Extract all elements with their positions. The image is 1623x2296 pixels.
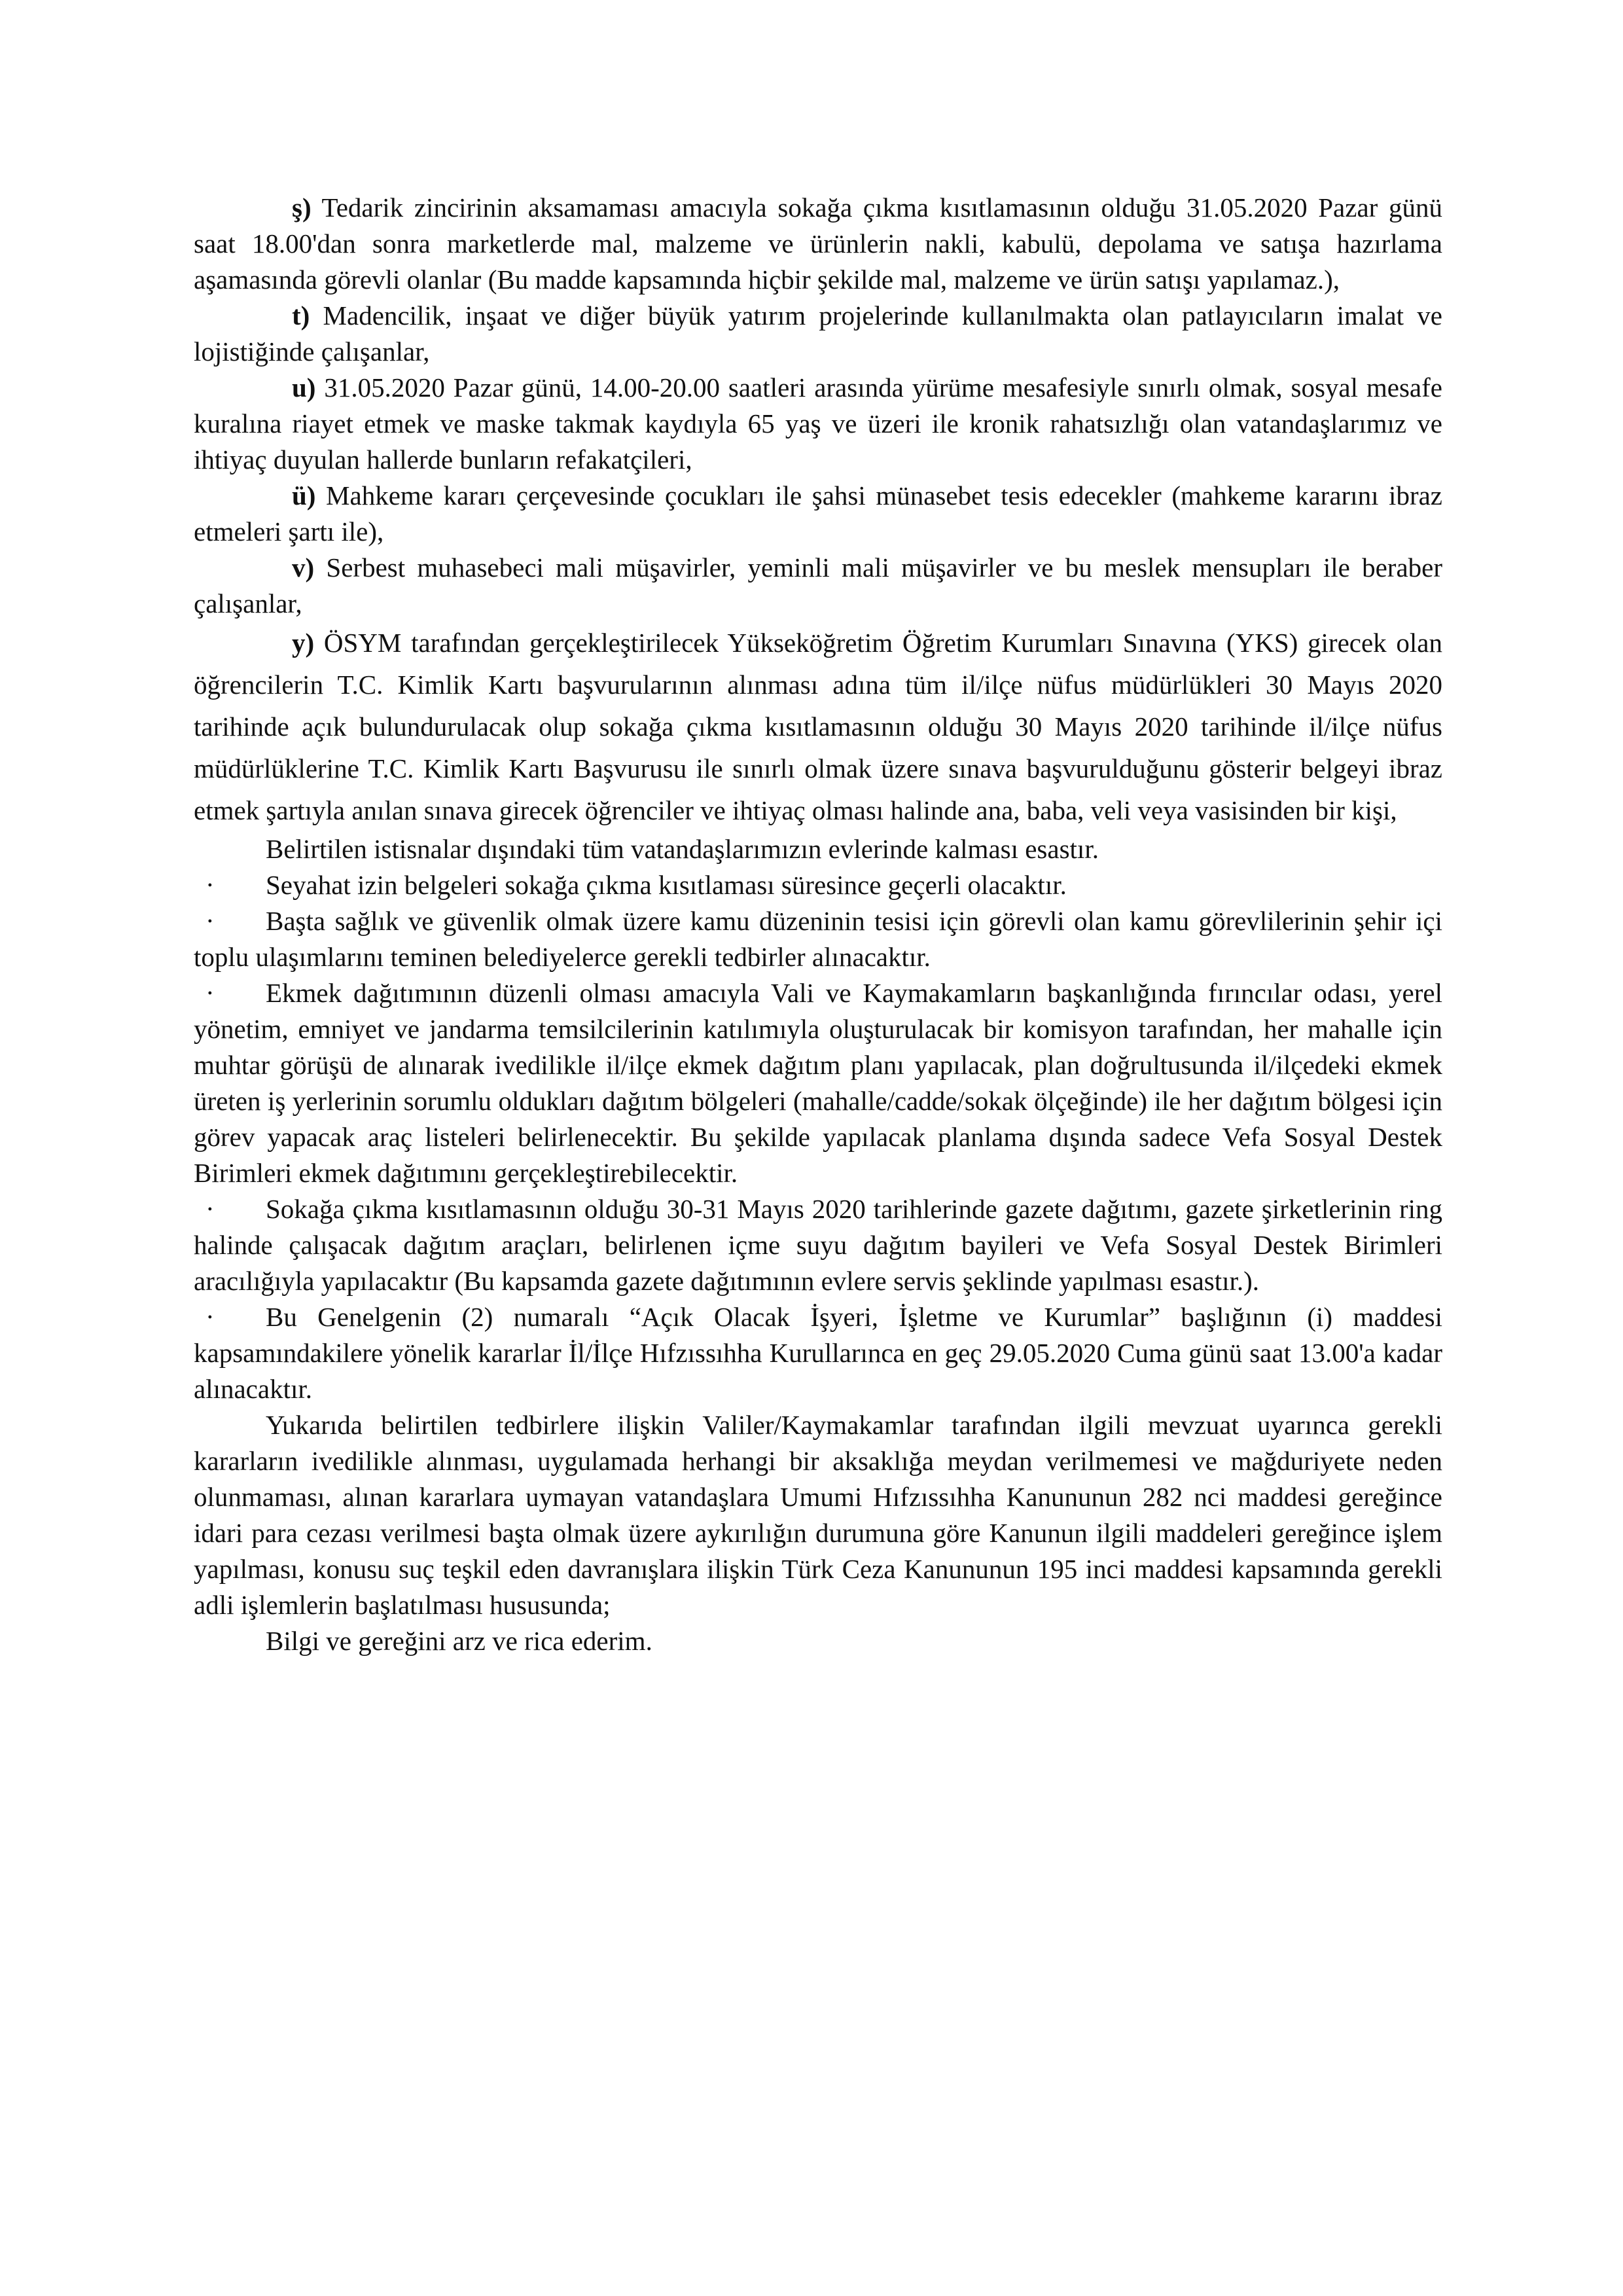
bullet-dot-icon: · (205, 1194, 215, 1224)
bullet-item-newspaper-distribution (194, 1191, 1442, 1299)
list-item-u-umlaut (194, 478, 1442, 550)
item-label: ü) (292, 480, 316, 511)
list-item-u (194, 370, 1442, 478)
list-item-s-cedilla (194, 190, 1442, 298)
bullet-item-public-transport (194, 903, 1442, 975)
list-item-v (194, 550, 1442, 622)
exceptions-statement: Belirtilen istisnalar dışındaki tüm vatandaşlarımızın evlerinde kalması esastır. (266, 834, 1099, 864)
bullet-item-bread-distribution (194, 975, 1442, 1191)
bullet-text: Sokağa çıkma kısıtlamasının olduğu 30-31 Mayıs 2020 tarihlerinde gazete dağıtımı, gazete şirketlerinin ring halinde çalışacak dağıtım araçları, belirlenen içme suyu dağıtım bayileri ve Vefa Sosyal Destek Birimleri aracılığıyla yapılacaktır (Bu kapsamda gazete dağıtımının evlere servis şeklinde yapılması esastır.). (194, 1194, 1442, 1296)
item-text: Madencilik, inşaat ve diğer büyük yatırım projelerinde kullanılmakta olan patlayıcıların imalat ve lojistiğinde çalışanlar, (194, 300, 1442, 367)
item-label: v) (292, 552, 315, 583)
closing-paragraph: Yukarıda belirtilen tedbirlere ilişkin Valiler/Kaymakamlar tarafından ilgili mevzuat uyarınca gerekli kararların ivedilikle alınması, uygulamada herhangi bir aksaklığa meydan verilmemesi ve mağduriyete neden olunmaması, alınan kararlara uymayan vatandaşlara Umumi Hıfzıssıhha Kanununun 282 nci maddesi gereğince idari para cezası verilmesi başta olmak üzere aykırılığın durumuna göre Kanunun ilgili maddeleri gereğince işlem yapılması, konusu suç teşkil eden davranışlara ilişkin Türk Ceza Kanununun 195 inci maddesi kapsamında gerekli adli işlemlerin başlatılması hususunda; (194, 1410, 1442, 1620)
item-label: t) (292, 300, 310, 331)
item-label: u) (292, 372, 316, 403)
bullet-dot-icon: · (205, 1302, 215, 1332)
item-label: y) (292, 628, 315, 658)
item-text: Serbest muhasebeci mali müşavirler, yeminli mali müşavirler ve bu meslek mensupları ile beraber çalışanlar, (194, 552, 1442, 619)
item-text: 31.05.2020 Pazar günü, 14.00-20.00 saatleri arasında yürüme mesafesiyle sınırlı olmak, sosyal mesafe kuralına riayet etmek ve maske takmak kaydıyla 65 yaş ve üzeri ile kronik rahatsızlığı olan vatandaşlarımız ve ihtiyaç duyulan hallerde bunların refakatçileri, (194, 372, 1442, 475)
item-text: Tedarik zincirinin aksamaması amacıyla sokağa çıkma kısıtlamasının olduğu 31.05.2020 Pazar günü saat 18.00'dan sonra marketlerde mal, malzeme ve ürünlerin nakli, kabulü, depolama ve satışa hazırlama aşamasında görevli olanlar (Bu madde kapsamında hiçbir şekilde mal, malzeme ve ürün satışı yapılamaz.), (194, 192, 1442, 295)
bullet-dot-icon: · (205, 978, 215, 1008)
bullet-item-travel-permits (194, 867, 1442, 903)
bullet-item-hygiene-boards (194, 1299, 1442, 1407)
item-label: ş) (292, 192, 312, 223)
list-item-t (194, 298, 1442, 370)
bullet-text: Başta sağlık ve güvenlik olmak üzere kamu düzeninin tesisi için görevli olan kamu görevlilerinin şehir içi toplu ulaşımlarını teminen belediyelerce gerekli tedbirler alınacaktır. (194, 906, 1442, 972)
bullet-dot-icon: · (205, 906, 215, 936)
signoff-line: Bilgi ve gereğini arz ve rica ederim. (266, 1626, 652, 1656)
item-text: Mahkeme kararı çerçevesinde çocukları ile şahsi münasebet tesis edecekler (mahkeme kararını ibraz etmeleri şartı ile), (194, 480, 1442, 547)
item-text: ÖSYM tarafından gerçekleştirilecek Yükseköğretim Öğretim Kurumları Sınavına (YKS) girecek olan öğrencilerin T.C. Kimlik Kartı başvurularının alınması adına tüm il/ilçe nüfus müdürlükleri 30 Mayıs 2020 tarihinde açık bulundurulacak olup sokağa çıkma kısıtlamasının olduğu 30 Mayıs 2020 tarihinde il/ilçe nüfus müdürlüklerine T.C. Kimlik Kartı Başvurusu ile sınırlı olmak üzere sınava başvurulduğunu gösterir belgeyi ibraz etmek şartıyla anılan sınava girecek öğrenciler ve ihtiyaç olması halinde ana, baba, veli veya vasisinden bir kişi, (194, 628, 1442, 825)
bullet-text: Seyahat izin belgeleri sokağa çıkma kısıtlaması süresince geçerli olacaktır. (266, 870, 1067, 900)
bullet-text: Bu Genelgenin (2) numaralı “Açık Olacak İşyeri, İşletme ve Kurumlar” başlığının (i) maddesi kapsamındakilere yönelik kararlar İl/İlçe Hıfzıssıhha Kurullarınca en geç 29.05.2020 Cuma günü saat 13.00'a kadar alınacaktır. (194, 1302, 1442, 1404)
bullet-text: Ekmek dağıtımının düzenli olması amacıyla Vali ve Kaymakamların başkanlığında fırıncılar odası, yerel yönetim, emniyet ve jandarma temsilcilerinin katılımıyla oluşturulacak bir komisyon tarafından, her mahalle için muhtar görüşü de alınarak ivedilikle il/ilçe ekmek dağıtım planı yapılacak, plan doğrultusunda il/ilçedeki ekmek üreten iş yerlerinin sorumlu oldukları dağıtım bölgeleri (mahalle/cadde/sokak ölçeğinde) ile her dağıtım bölgesi için görev yapacak araç listeleri belirlenecektir. Bu şekilde yapılacak planlama dışında sadece Vefa Sosyal Destek Birimleri ekmek dağıtımını gerçekleştirebilecektir. (194, 978, 1442, 1188)
document-body (194, 190, 1442, 1659)
bullet-dot-icon: · (205, 870, 215, 900)
list-item-y (194, 622, 1442, 831)
